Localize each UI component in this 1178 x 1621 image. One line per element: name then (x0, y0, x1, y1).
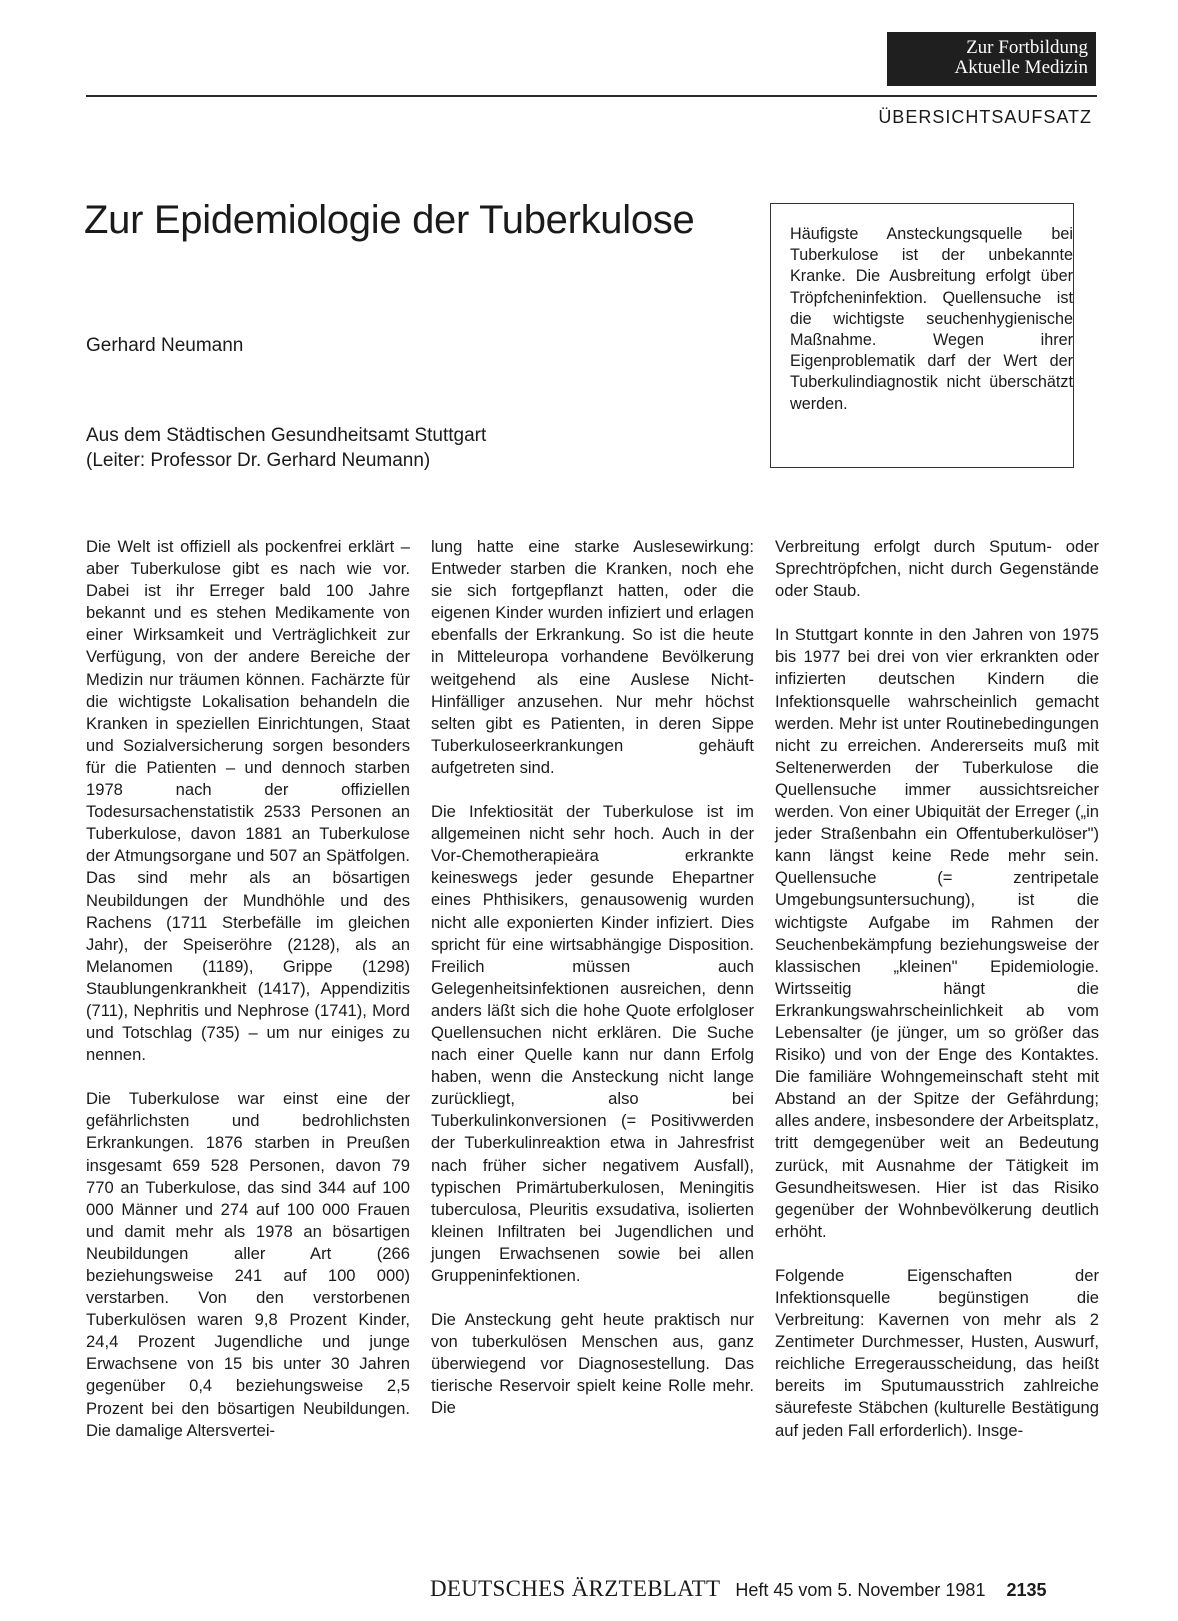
header-rule (86, 95, 1097, 97)
paragraph: Die Tuberkulose war einst eine der gefährlichsten und bedrohlichsten Erkrankungen. 1876 starben in Preußen insgesamt 659 528 Personen, davon 79 770 an Tuberkulose, das sind 344 auf 100 000 Männer und 274 auf 100 000 Frauen und damit mehr als 1978 an bösartigen Neubildungen aller Art (266 beziehungsweise 241 auf 100 000) verstarben. Von den verstorbenen Tuberkulösen waren 9,8 Prozent Kinder, 24,4 Prozent Jugendliche und junge Erwachsene von 15 bis unter 30 Jahren gegenüber 0,4 beziehungsweise 2,5 Prozent bei den bösartigen Neubildungen. Die damalige Altersvertei- (86, 1089, 410, 1440)
author-affiliation (86, 423, 486, 473)
affiliation-line-1: Aus dem Städtischen Gesundheitsamt Stuttgart (86, 425, 487, 446)
paragraph: Verbreitung erfolgt durch Sputum- oder Sprechtröpfchen, nicht durch Gegenstände oder Staub. (775, 537, 1099, 601)
journal-name: DEUTSCHES ÄRZTEBLATT (430, 1576, 721, 1601)
section-tag-line-2: Aktuelle Medizin (954, 57, 1088, 78)
article-title: Zur Epidemiologie der Tuberkulose (84, 198, 695, 242)
paragraph: Folgende Eigenschaften der Infektionsquelle begünstigen die Verbreitung: Kavernen von mehr als 2 Zentimeter Durchmesser, Husten, Auswurf, reichliche Erregerausscheidung, das heißt bereits im Sputumausstrich zahlreiche säurefeste Stäbchen (kulturelle Bestätigung auf jeden Fall erforderlich). Insge- (775, 1265, 1099, 1440)
paragraph: Die Welt ist offiziell als pockenfrei erklärt – aber Tuberkulose gibt es nach wie vor. Dabei ist ihr Erreger bald 100 Jahre bekannt und es stehen Medikamente von einer Wirksamkeit und Verträglichkeit zur Verfügung, von der andere Bereiche der Medizin nur träumen können. Fachärzte für die wichtigste Lokalisation behandeln die Kranken in speziellen Einrichtungen, Staat und Sozialversicherung sorgen besonders für die Patienten – und dennoch starben 1978 nach der offiziellen Todesursachenstatistik 2533 Personen an Tuberkulose, davon 1881 an Tuberkulose der Atmungsorgane und 507 an Spätfolgen. Das sind mehr als an bösartigen Neubildungen der Mundhöhle und des Rachens (1711 Sterbefälle im gleichen Jahr), der Speiseröhre (2128), als an Melanomen (1189), Grippe (1298) Staublungenkrankheit (1417), Appendizitis (711), Nephritis und Nephrose (1741), Mord und Totschlag (735) – um nur einiges zu nennen. (86, 537, 410, 1065)
body-column-2 (431, 536, 754, 1442)
paragraph: In Stuttgart konnte in den Jahren von 1975 bis 1977 bei drei von vier erkrankten oder infizierten deutschen Kindern die Infektionsquelle wahrscheinlich gemacht werden. Mehr ist unter Routinebedingungen nicht zu erreichen. Andererseits muß mit Seltenerwerden der Tuberkulose die Quellensuche immer aussichtsreicher werden. Von einer Ubiquität der Erreger („in jeder Straßenbahn ein Offentuberkulöser") kann längst keine Rede mehr sein. Quellensuche (= zentripetale Umgebungsuntersuchung), ist die wichtigste Aufgabe im Rahmen der Seuchenbekämpfung beziehungsweise der klassischen „kleinen" Epidemiologie. Wirtsseitig hängt die Erkrankungswahrscheinlichkeit ab vom Lebensalter (je jünger, um so größer das Risiko) und von der Enge des Kontaktes. Die familiäre Wohngemeinschaft steht mit Abstand an der Spitze der Gefährdung; alles andere, insbesondere der Arbeitsplatz, tritt demgegenüber weit an Bedeutung zurück, mit Ausnahme der Tätigkeit im Gesundheitswesen. Hier ist das Risiko gegenüber der Wohnbevölkerung deutlich erhöht. (775, 625, 1099, 1241)
section-tag-line-1: Zur Fortbildung (966, 37, 1088, 58)
article-author: Gerhard Neumann (86, 335, 244, 356)
page-number: 2135 (1006, 1580, 1047, 1600)
section-label: ÜBERSICHTSAUFSATZ (878, 107, 1092, 127)
issue-info: Heft 45 vom 5. November 1981 (735, 1580, 986, 1600)
paragraph: lung hatte eine starke Auslesewirkung: Entweder starben die Kranken, noch ehe sie sich fortgepflanzt hatten, oder die eigenen Kinder wurden infiziert und erlagen ebenfalls der Erkrankung. So ist die heute in Mitteleuropa vorhandene Bevölkerung weitgehend als eine Auslese Nicht-Hinfälliger anzusehen. Nur mehr höchst selten gibt es Patienten, in deren Sippe Tuberkuloseerkrankungen gehäuft aufgetreten sind. (431, 537, 754, 777)
section-tag-box (887, 32, 1096, 86)
paragraph: Die Infektiosität der Tuberkulose ist im allgemeinen nicht sehr hoch. Auch in der Vor-Chemotherapieära erkrankte keineswegs jeder gesunde Ehepartner eines Phthisikers, genausowenig wurden nicht alle exponierten Kinder infiziert. Dies spricht für eine wirtsabhängige Disposition. Freilich müssen auch Gelegenheitsinfektionen ausreichen, denn anders läßt sich die hohe Quote erfolgloser Quellensuchen nicht erklären. Die Suche nach einer Quelle kann nur dann Erfolg haben, wenn die Ansteckung nicht lange zurückliegt, also bei Tuberkulinkonversionen (= Positivwerden der Tuberkulinreaktion etwa in Jahresfrist nach früher sicher negativem Ausfall), typischen Primärtuberkulosen, Meningitis tuberculosa, Pleuritis exsudativa, isolierten kleinen Infiltraten bei Jugendlichen und jungen Erwachsenen sowie bei allen Gruppeninfektionen. (431, 802, 754, 1285)
page-footer (430, 1576, 1100, 1602)
body-column-3 (775, 536, 1099, 1464)
affiliation-line-2: (Leiter: Professor Dr. Gerhard Neumann) (86, 450, 431, 471)
body-column-1 (86, 536, 410, 1464)
summary-text: Häufigste Ansteckungsquelle bei Tuberkulose ist der unbekannte Kranke. Die Ausbreitung erfolgt über Tröpfcheninfektion. Quellensuche ist die wichtigste seuchenhygienische Maßnahme. Wegen ihrer Eigenproblematik darf der Wert der Tuberkulindiagnostik nicht überschätzt werden. (790, 225, 1073, 413)
paragraph: Die Ansteckung geht heute praktisch nur von tuberkulösen Menschen aus, ganz überwiegend vor Diagnosestellung. Das tierische Reservoir spielt keine Rolle mehr. Die (431, 1310, 754, 1418)
